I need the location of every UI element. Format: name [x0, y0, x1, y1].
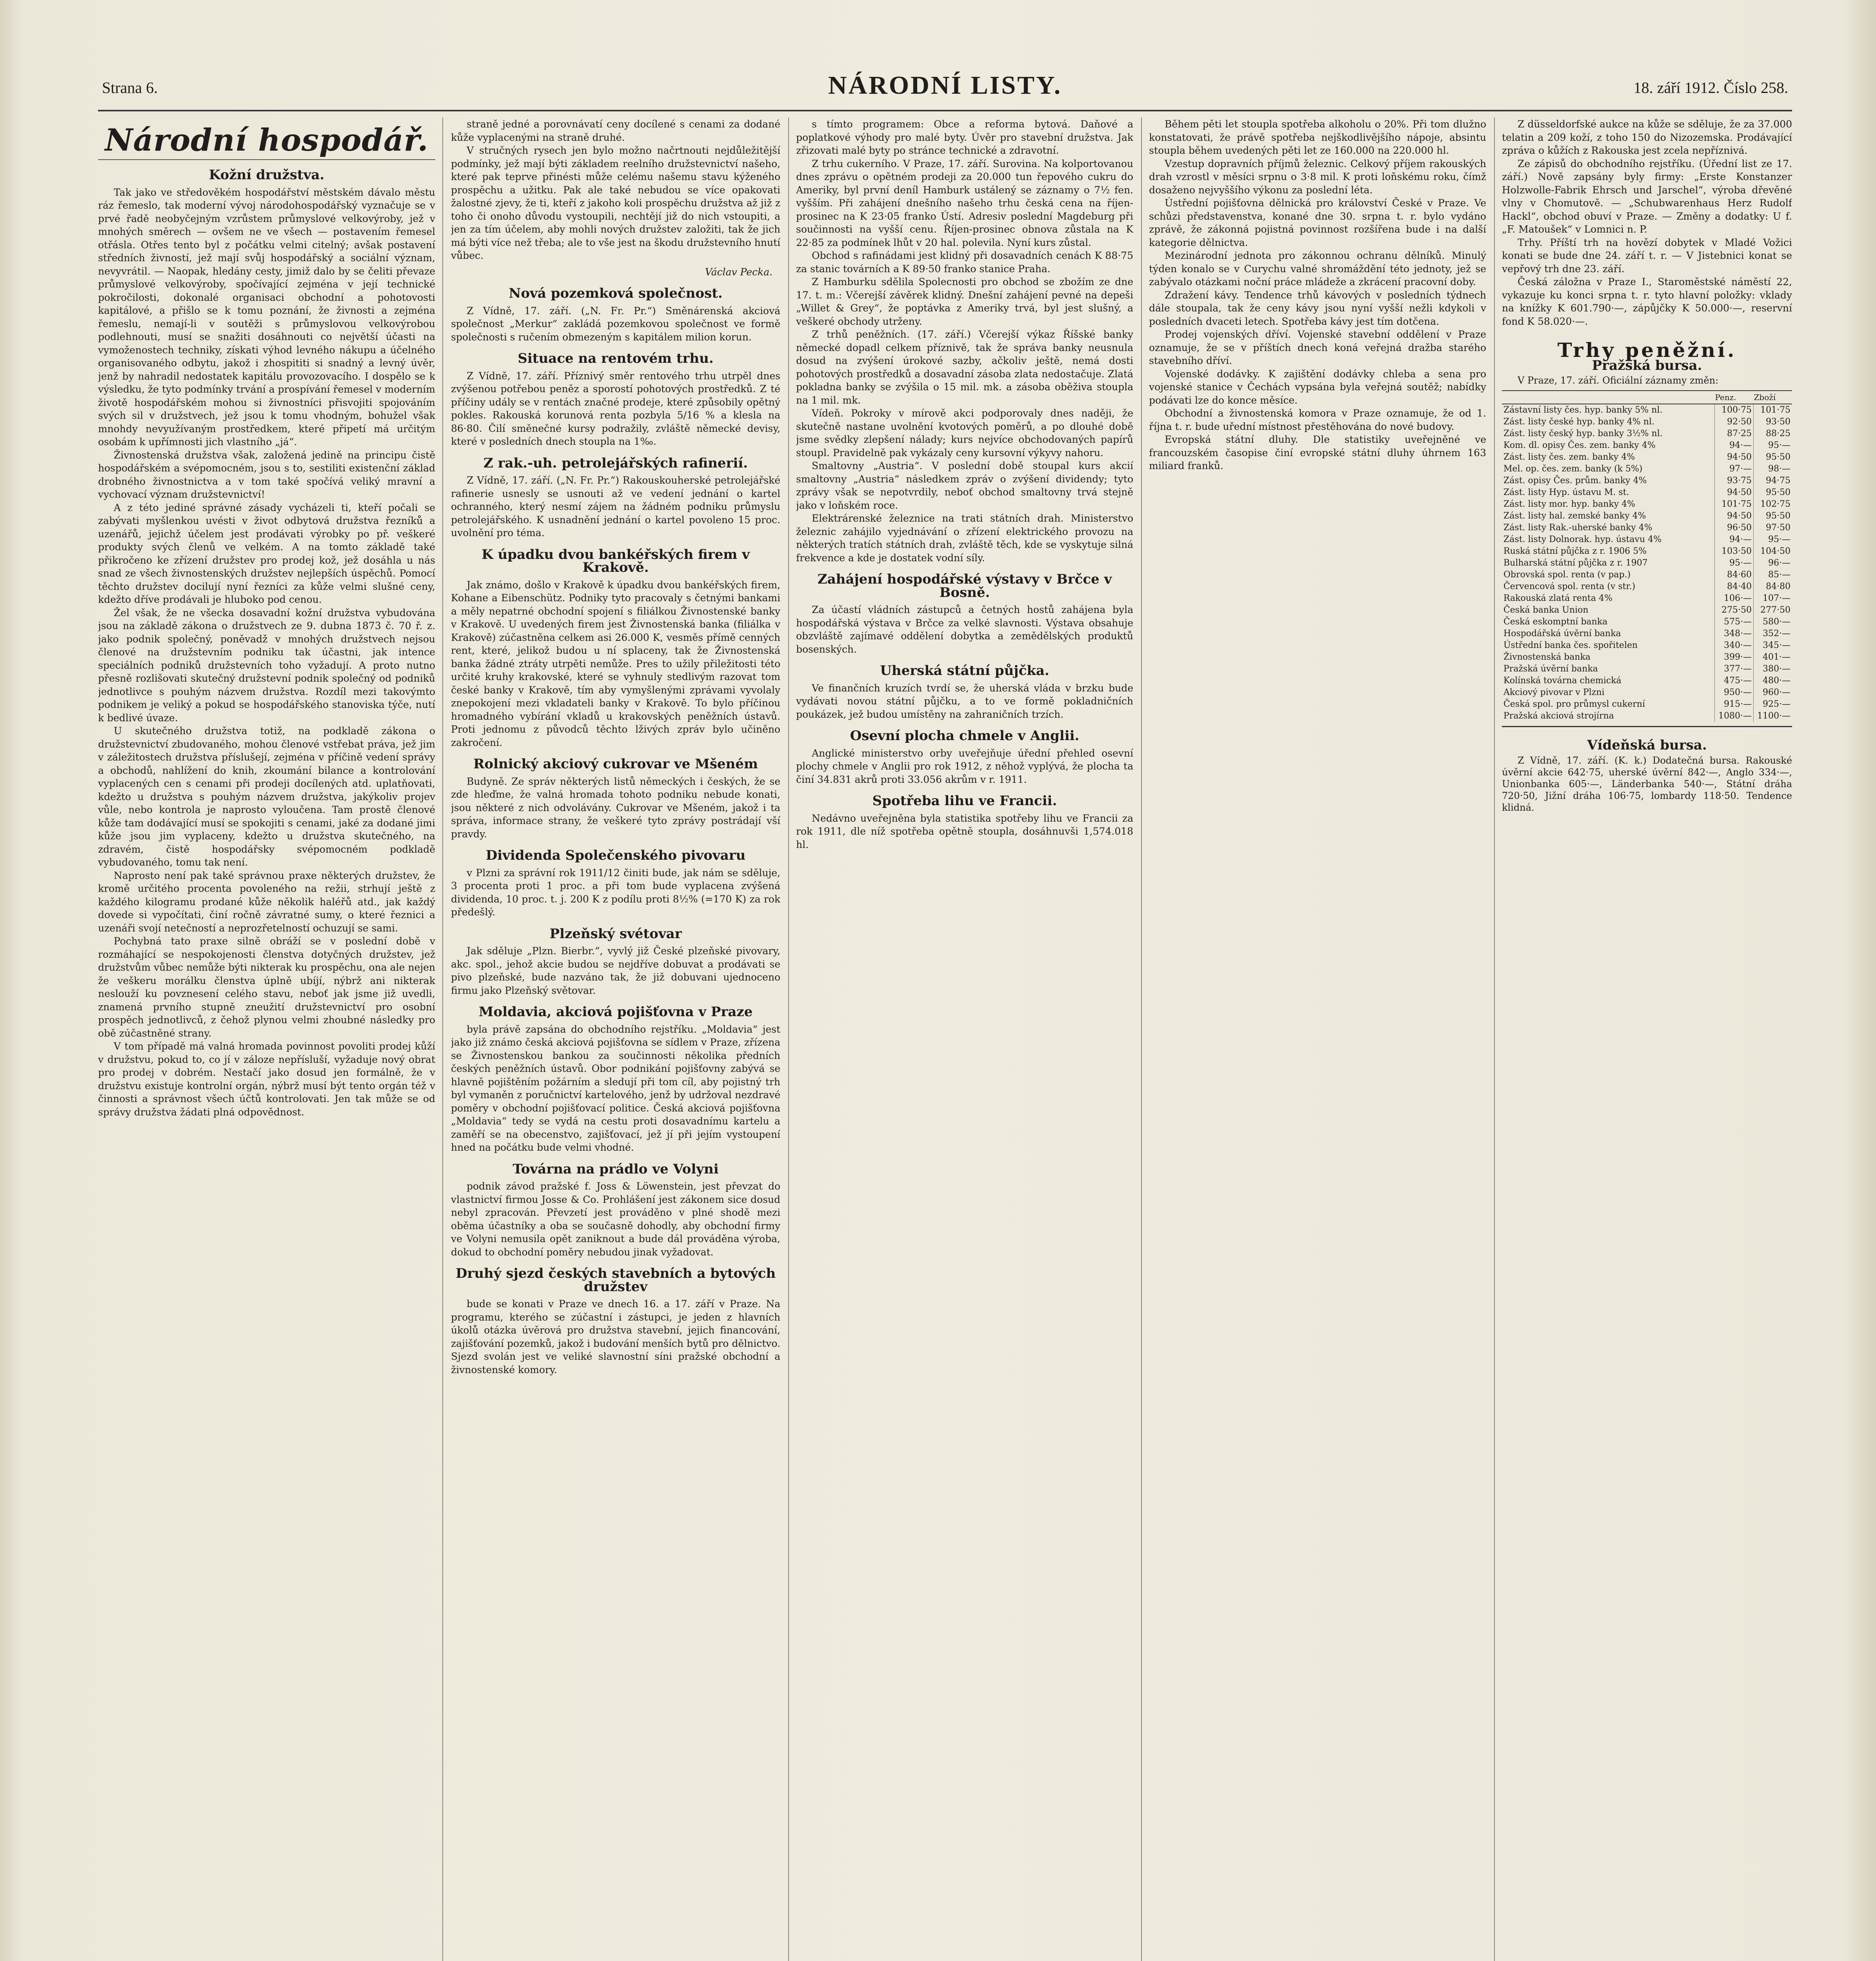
bid-price: 92·50 [1715, 416, 1754, 428]
table-row [1502, 663, 1792, 675]
notice-paragraph: Česká záložna v Praze I., Staroměstské náměstí 22, vykazuje ku konci srpna t. r. tyto hlavní položky: vklady na knížky K 601.790·—, zápůjčky K 50.000·—, reservní fond K 58.020·—. [1502, 276, 1792, 327]
ask-price: 85·— [1754, 569, 1792, 581]
table-header-row [1502, 391, 1792, 404]
ask-price: 925·— [1754, 699, 1792, 710]
article-paragraph: Smaltovny „Austria“. V poslední době stoupal kurs akcií smaltovny „Austria“ následkem zpráv o zvýšení dividendy; tyto zprávy však se nepotvrdily, neboť obchod smaltovny trvá stejně jako v loňském roce. [796, 460, 1133, 511]
bid-price: 377·— [1715, 663, 1754, 675]
table-row [1502, 699, 1792, 710]
table-row [1502, 675, 1792, 687]
security-name: Rakouská zlatá renta 4% [1503, 593, 1612, 603]
article-paragraph: U skutečného družstva totiž, na podkladě zákona o družstevnictví zbudovaného, mohou členové vstřebat práva, jež jim v záležitostech družstva příslušejí, zejména v příčině vedení správy a obchodů, nahlížení do knih, zkoumání bilance a kontrolování vyplacených cen s cenami při prodeji docílených atd. uplatňovati, kdežto u družstva s pouhým názvem družstva, jakýkoliv projev vůle, nebo kontrola je naprosto vyloučena. Tam prostě členové kůže tam dodávající musí se spokojiti s cenami, jaké za dodané jimi kůže jsou jim vyplaceny, kdežto u družstva skutečného, na zdravém, čistě hospodářsky svépomocném podkladě vybudovaného, tomu tak není. [98, 725, 435, 868]
table-row [1502, 687, 1792, 699]
prague-bourse-title: Pražská bursa. [1592, 357, 1702, 373]
ask-price: 401·— [1754, 651, 1792, 663]
article-title: Zahájení hospodářské výstavy v Brčce v Bosně. [817, 571, 1112, 600]
ask-price: 102·75 [1754, 498, 1792, 510]
column-4 [1149, 118, 1486, 1961]
security-name: Zástavní listy čes. hyp. banky 5% nl. [1503, 405, 1663, 415]
article-paragraph: Z Hamburku sdělila Spolecnosti pro obchod se zbožím ze dne 17. t. m.: Včerejší závěrek klidný. Dnešní zahájení pevné na depeši „Willet & Grey“, že poptávka z Ameriky trvá, byl jest slušný, a veškeré obchody utrženy. [796, 276, 1133, 327]
article-paragraph: Žel však, že ne všecka dosavadní kožní družstva vybudována jsou na základě zákona o družstvech ze 9. dubna 1873 č. 70 ř. z. jako podnik společný, poněvadž v mnohých družstvech nejsou členové na družstevním podniku tak účastni, jak intence speciálních podniků družstevních toho vyžadují. A proto nutno přesně rozlišovati skutečný družstevní podnik společný od podniků jednotlivce s pouhým názvem družstva. Rozdíl mezi takovýmto podnikem je veliký a pokud se hospodářského stanoviska týče, nutí k bedlivé úvaze. [98, 607, 435, 724]
ask-price: 380·— [1754, 663, 1792, 675]
bid-price: 94·50 [1715, 487, 1754, 498]
article-paragraph: bude se konati v Praze ve dnech 16. a 17. září v Praze. Na programu, kterého se zúčastní i zástupci, je jeden z hlavních úkolů otázka úvěrová pro družstva stavební, jejich financování, zajišťování pozemků, jakož i budování menších bytů pro dělnictvo. Sjezd svolán jest ve veliké slavnostní síni pražské obchodní a živnostenské komory. [451, 1298, 780, 1375]
exchange-rates-table [1502, 390, 1792, 722]
article-paragraph: Za účastí vládních zástupců a četných hostů zahájena byla hospodářská výstava v Brčce za velké slavnosti. Výstava obsahuje obzvláště zajímavé oddělení dobytka a zemědělských produktů bosenských. [796, 604, 1133, 655]
bid-price: 348·— [1715, 628, 1754, 640]
article-paragraph: Během pěti let stoupla spotřeba alkoholu o 20%. Při tom dlužno konstatovati, že právě spotřeba nejškodlivějšího nápoje, absintu stoupla během uvedených pěti let ze 160.000 na 220.000 hl. [1149, 118, 1486, 156]
ask-price: 95·— [1754, 440, 1792, 451]
security-name: Zást. opisy Čes. prům. banky 4% [1503, 476, 1647, 486]
ask-price: 104·50 [1754, 546, 1792, 557]
ask-price: 95·50 [1754, 487, 1792, 498]
bid-price: 106·— [1715, 593, 1754, 604]
security-name: Česká eskomptní banka [1503, 617, 1608, 627]
bid-price: 101·75 [1715, 498, 1754, 510]
article-paragraph: Vídeň. Pokroky v mírově akci podporovaly dnes naději, že skutečně nastane uvolnění kvotových poměrů, a po dlouhé době jsme svědky zlepšení nálady; kurs nejvíce obchodovaných papírů stoupl. Pravidelně pak vykázaly ceny kursovní výkyvy nahoru. [796, 407, 1133, 458]
security-name: Pražská akciová strojírna [1503, 711, 1614, 721]
security-name: Kolínská továrna chemická [1503, 676, 1622, 686]
ask-price: 352·— [1754, 628, 1792, 640]
article-paragraph: A z této jediné správné zásady vycházeli ti, kteří počali se zabývati myšlenkou uvésti v život odbytová družstva řezníků a uzenářů, jejichž účelem jest prodávati výrobky po př. veškeré produkty svých členů ve velkém. A na tomto základě také přikročeno ke zřízení družstev pro prodej kož, jež dosáhla u nás snad ze všech živnostenských družstev nejlepších úspěchů. Pomocí těchto družstev docilují nyní řezníci za kůže velmi slušné ceny, kdežto dříve prodávali je hluboko pod cenou. [98, 502, 435, 605]
table-row [1502, 534, 1792, 546]
article-title: Z rak.-uh. petrolejářských rafinerií. [483, 455, 748, 471]
article-paragraph: Z trhu cukerního. V Praze, 17. září. Surovina. Na kolportovanou dnes zprávu o opětném prodeji za 20.000 tun řepového cukru do Ameriky, byl první deníl Hamburk ustálený se záznamy o 7½ fen. vyšším. Při zahájení dnešního našeho trhu česká cena na říjen-prosinec na K 23·05 franko Ústí. Adresiv poslední Magdeburg při součinnosti na vyšší cenu. Říjen-prosinec obnova zůstala na K 22·85 za podmínek lhůt v 20 hal. polevila. Nyní kurs zůstal. [796, 158, 1133, 248]
table-row [1502, 604, 1792, 616]
table-row [1502, 510, 1792, 522]
article-paragraph: Pochybná tato praxe silně obráží se v poslední době v rozmáhající se nespokojenosti členstva dotyčných družstev, jež družstvům vůbec nemůže býti nikterak ku prospěchu, ona ale nejen že veškeru morálku členstva úplně ubíjí, nýbrž ani nikterak neslouží ku povznesení celého stavu, neboť jak jsme již uvedli, znamená prvního stupně zneužití družstevnictví pro osobní prospěch jednotlivců, z čehož plynou velmi zhoubné následky pro obě zúčastněné strany. [98, 935, 435, 1039]
page-number: Strana 6. [102, 79, 158, 96]
vienna-bourse-text: Z Vídně, 17. září. (K. k.) Dodatečná bursa. Rakouské úvěrní akcie 642·75, uherské úvěrní 842·—, Anglo 334·—, Unionbanka 605·—, Länderbanka 540·—, Státní dráha 720·50, Jižní dráha 106·75, lombardy 118·50. Tendence klidná. [1502, 755, 1792, 813]
notice-paragraph: Trhy. Příští trh na hovězí dobytek v Mladé Vožici konati se bude dne 24. září t. r. — V Jistebnici konat se vepřový trh dne 23. září. [1502, 236, 1792, 275]
security-name: Obrovská spol. renta (v pap.) [1503, 570, 1631, 580]
article-title: Továrna na prádlo ve Volyni [513, 1161, 719, 1177]
bid-price: 340·— [1715, 640, 1754, 651]
table-row [1502, 451, 1792, 463]
table-row [1502, 581, 1792, 593]
article-paragraph: Tak jako ve středověkém hospodářství městském dávalo městu ráz řemeslo, tak moderní vývoj národohospodářský vyznačuje se v prvé řadě neobyčejným vzrůstem průmyslové velkovýroby, jež v mnohých směrech — ovšem ne ve všech — postavením řemesel otřásla. Otřes tento byl z počátku velmi citelný; avšak postavení středních živností, jež mají svůj hospodářský a sociální význam, nevyvrátil. — Naopak, hledány cesty, jimiž dalo by se čeliti převaze průmyslové velkovýroby, spočívající zejména v její technické pokročilosti, dokonalé organisaci obchodní a pohotovosti kapitálové, a přišlo se k tomu poznání, že živnosti a zejména řemeslu, nemají-li v soutěži s průmyslovou velkovýrobou podlehnouti, musí se snažiti dosáhnouti co největší účasti na vymoženostech techniky, získati výhod levného nákupu a účelného organisovaného odbytu, jakož i zhospititi si snadný a levný úvěr, jenž by nahradil nedostatek kapitálu provozovacího. I dospělo se k výsledku, že tyto podmínky trvání a prospívání řemesel v moderním životě hospodářském mohou si živnostníci přisvojiti spojováním svých sil v družstvech, jež jsou k tomu vhodným, bohužel však mnohdy nevyužívaným prostředkem, které připetí má určitým osobám k upřímnosti jich vlastního „já“. [98, 186, 435, 448]
security-name: Zást. listy hal. zemské banky 4% [1503, 511, 1646, 521]
notice-paragraph: Z düsseldorfské aukce na kůže se sděluje, že za 37.000 telatin a 209 koží, z toho 150 do Nizozemska. Prodávající zpráva o kůžích z Rakouska jest zcela nepříznivá. [1502, 118, 1792, 156]
table-body [1502, 404, 1792, 722]
bid-price: 275·50 [1715, 604, 1754, 616]
article-paragraph: Elektrárenské železnice na trati státních drah. Ministerstvo železnic zahájilo vyjednávání o zřízení elektrického provozu na některých tratích státních drah, zvláště těch, kde se vyskytuje silná frekvence a kde je dostatek vodní síly. [796, 513, 1133, 564]
article-title: K úpadku dvou bankéřských firem v Krakově. [482, 546, 750, 575]
security-name: Česká spol. pro průmysl cukerní [1503, 699, 1645, 709]
security-name: Česká banka Union [1503, 605, 1589, 615]
ask-price: 94·75 [1754, 475, 1792, 487]
article-paragraph: V stručných rysech jen bylo možno načrtnouti nejdůležitější podmínky, jež mají býti základem reelního družstevnictví našeho, které pak teprve přinésti může celému našemu stavu kýženého prospěchu a užitku. Pak ale také nebudou se více opakovati žalostné zjevy, že ti, kteří z jakoho koli prospěchu družstva až již z toho či onoho důvodu vystoupili, nechtějí již do nich vstoupiti, a jen za tím účelem, aby mohli nových družstev založiti, tak že jich má býti více než třeba; ale to vše jest na škodu družstevního hnutí vůbec. [451, 145, 780, 261]
security-name: Bulharská státní půjčka z r. 1907 [1503, 558, 1648, 568]
table-row [1502, 616, 1792, 628]
article-paragraph: Z Vídně, 17. září. („N. Fr. Pr.“) Rakouskouherské petrolejářské rafinerie usnesly se usnouti až ve vedení jednání o kartel ochranného, který nesmí zájem na žádném podniku průmyslu petrolejářského. K usnadnění jednání o kartel povoleno 15 proc. uvolnění pro téma. [451, 475, 780, 538]
ask-price: 107·— [1754, 593, 1792, 604]
article-title: Uherská státní půjčka. [880, 663, 1049, 679]
security-name: Zást. listy Dolnorak. hyp. ústavu 4% [1503, 535, 1662, 544]
ask-price: 101·75 [1754, 404, 1792, 416]
table-row [1502, 546, 1792, 557]
bid-price: 87·25 [1715, 428, 1754, 440]
article-title: Plzeňský svétovar [549, 926, 682, 942]
column-divider [442, 118, 443, 1961]
bid-price: 915·— [1715, 699, 1754, 710]
prague-bourse-intro: V Praze, 17. září. Oficiální záznamy změn: [1518, 375, 1719, 386]
ask-price: 96·— [1754, 557, 1792, 569]
notice-paragraph: Ze zápisů do obchodního rejstříku. (Úřední list ze 17. září.) Nově zapsány byly firmy: „Erste Konstanzer Holzwolle-Fabrik Ehrsch und Jarschel“, výroba dřevěné vlny v Chomutově. — „Schubwarenhaus Herz Rudolf Hackl“, obchod obuví v Praze. — Změny a dodatky: U f. „F. Matoušek“ v Lomnici n. P. [1502, 158, 1792, 235]
column-1 [98, 118, 435, 1961]
security-name: Červencová spol. renta (v str.) [1503, 582, 1636, 591]
article-paragraph: Z Vídně, 17. září. („N. Fr. Pr.“) Směnárenská akciová společnost „Merkur“ zakládá pozemkovou společnost ve formě společnosti s ručením obmezeným s kapitálem milion korun. [451, 305, 780, 343]
article-paragraph: Obchodní a živnostenská komora v Praze oznamuje, že od 1. října t. r. bude uřední místnost přestěhována do nové budovy. [1149, 407, 1486, 432]
table-row [1502, 710, 1792, 722]
table-row [1502, 498, 1792, 510]
table-row [1502, 593, 1792, 604]
bid-price: 950·— [1715, 687, 1754, 699]
article-paragraph: Vzestup dopravních příjmů železnic. Celkový příjem rakouských drah vzrostl v měsíci srpnu o 3·8 mil. K proti loňskému roku, čímž dosaženo nejvyššího výkonu za poslední léta. [1149, 158, 1486, 196]
article-paragraph: Mezinárodní jednota pro zákonnou ochranu dělníků. Minulý týden konalo se v Curychu valné shromáždění této jednoty, jež se zabývalo otázkami noční práce mládeže a zkrácení pracovní doby. [1149, 250, 1486, 287]
security-name: Zást. listy Rak.-uherské banky 4% [1503, 523, 1652, 533]
bid-price: 399·— [1715, 651, 1754, 663]
security-name: Zást. listy české hyp. banky 4% nl. [1503, 417, 1654, 427]
table-row [1502, 628, 1792, 640]
article-title: Spotřeba lihu ve Francii. [872, 793, 1057, 809]
article-title: Dividenda Společenského pivovaru [485, 848, 746, 863]
article-paragraph: Obchod s rafinádami jest klidný při dosavadních cenách K 88·75 za stanic továrních a K 89·50 franko stanice Praha. [796, 250, 1133, 275]
bid-price: 84·40 [1715, 581, 1754, 593]
newspaper-title: NÁRODNÍ LISTY. [828, 71, 1062, 100]
bid-price: 93·75 [1715, 475, 1754, 487]
ask-price: 84·80 [1754, 581, 1792, 593]
security-name: Mel. op. čes. zem. banky (k 5%) [1503, 464, 1643, 474]
security-name: Zást. listy Hyp. ústavu M. st. [1503, 488, 1629, 497]
table-row [1502, 557, 1792, 569]
table-row [1502, 475, 1792, 487]
column-5 [1502, 118, 1792, 1961]
bid-price: 100·75 [1715, 404, 1754, 416]
ask-price: 345·— [1754, 640, 1792, 651]
article-title: Moldavia, akciová pojišťovna v Praze [478, 1004, 753, 1020]
bid-price: 94·— [1715, 440, 1754, 451]
security-name: Zást. listy čes. zem. banky 4% [1503, 452, 1635, 462]
table-row [1502, 651, 1792, 663]
security-name: Ruská státní půjčka z r. 1906 5% [1503, 546, 1647, 556]
ask-price: 93·50 [1754, 416, 1792, 428]
ask-price: 1100·— [1754, 710, 1792, 722]
bid-price: 94·— [1715, 534, 1754, 546]
vienna-bourse-title: Vídeňská bursa. [1587, 737, 1707, 753]
bid-price: 95·— [1715, 557, 1754, 569]
column-divider [1494, 118, 1495, 1961]
security-name: Pražská úvěrní banka [1503, 664, 1598, 674]
ask-price: 95·— [1754, 534, 1792, 546]
table-row [1502, 463, 1792, 475]
article-paragraph: s tímto programem: Obce a reforma bytová. Daňové a poplatkové výhody pro malé byty. Úvěr pro stavební družstva. Jak zřizovati malé byty po stránce technické a zdravotní. [796, 118, 1133, 156]
article-paragraph: Prodej vojenských dříví. Vojenské stavební oddělení v Praze oznamuje, že se v příštích dnech koná veřejná dražba starého stavebního dříví. [1149, 329, 1486, 366]
article-paragraph: Budyně. Ze správ některých listů německých i českých, že se zde hleďme, že valná hromada tohoto podniku nebude konati, jsou některé z nich odvolávány. Cukrovar ve Mšeném, jakož i ta správa, informace strany, že veškeré tyto zprávy postrádají vší pravdy. [451, 775, 780, 840]
article-title: Nová pozemková společnost. [509, 286, 723, 301]
bid-price: 84·60 [1715, 569, 1754, 581]
bid-price: 475·— [1715, 675, 1754, 687]
article-paragraph: Evropská státní dluhy. Dle statistiky uveřejněné ve francouzském časopise činí evropské státní dluhy úhrnem 163 miliard franků. [1149, 434, 1486, 471]
table-header: Zboží [1754, 391, 1792, 404]
bid-price: 94·50 [1715, 451, 1754, 463]
article-title: Situace na rentovém trhu. [518, 351, 714, 366]
bid-price: 575·— [1715, 616, 1754, 628]
article-title: Kožní družstva. [209, 167, 325, 183]
article-title: Osevní plocha chmele v Anglii. [850, 728, 1080, 744]
article-paragraph: Anglické ministerstvo orby uveřejňuje úřední přehled osevní plochy chmele v Anglii pro rok 1912, z něhož vyplývá, že plocha ta činí 34.831 akrů proti 33.056 akrům v r. 1911. [796, 747, 1133, 785]
author-signature: Václav Pecka. [705, 266, 773, 278]
table-row [1502, 416, 1792, 428]
article-paragraph: Ústřední pojišťovna dělnická pro království České v Praze. Ve schůzi představenstva, konané dne 30. srpna t. r. bylo vydáno zprávě, že zákonná pojistná povinnost rozšířena bude i na další kategorie dělnictva. [1149, 197, 1486, 248]
table-row [1502, 440, 1792, 451]
ask-price: 88·25 [1754, 428, 1792, 440]
ask-price: 277·50 [1754, 604, 1792, 616]
column-divider [788, 118, 789, 1961]
ask-price: 98·— [1754, 463, 1792, 475]
bid-price: 103·50 [1715, 546, 1754, 557]
article-paragraph: podnik závod pražské f. Joss & Löwenstein, jest převzat do vlastnictví firmou Josse & Co. Prohlášení jest zákonem sice dosud nebyl zpracován. Převzetí jest prováděno v plné shodě mezi oběma účastníky a oba se současně dohodly, aby obchodní firmy ve Volyni nemusila opět zaniknout a bude dál prováděna výroba, dokud to obchodní poměry nebudou jinak vyžadovat. [451, 1181, 780, 1258]
column-divider [1141, 118, 1142, 1961]
page-header [98, 67, 1792, 111]
article-paragraph: byla právě zapsána do obchodního rejstříku. „Moldavia“ jest jako již známo česká akciová pojišťovna se sídlem v Praze, zřízena se Živnostenskou bankou za součinnosti několika předních českých peněžních ústavů. Obor podnikání pojišťovny zabývá se hlavně pojištěním požárním a sledují při tom cíl, aby pojistný trh byl vymaněn z poručnictví kartelového, jenž by udržoval nezdravé poměry v obchodní pojišťovací politice. Česká akciová pojišťovna „Moldavia“ tedy se vydá na cestu proti dosavadnímu kartelu a zaměří se na obecenstvo, zajišťovací, jež jí při jejím vystoupení hned na počátku bude velmi vhodné. [451, 1023, 780, 1153]
ask-price: 97·50 [1754, 522, 1792, 534]
table-bottom-rule [1502, 726, 1792, 727]
ask-price: 960·— [1754, 687, 1792, 699]
security-name: Hospodářská úvěrní banka [1503, 629, 1621, 639]
article-paragraph: straně jedné a porovnávatí ceny docílené s cenami za dodané kůže vyplacenými na straně druhé. [451, 118, 780, 143]
column-2 [451, 118, 780, 1961]
ask-price: 95·50 [1754, 451, 1792, 463]
security-name: Ústřední banka čes. spořitelen [1503, 640, 1638, 650]
article-paragraph: Ve finančních kruzích tvrdí se, že uherská vláda v brzku bude vydávati novou státní půjčku, a to ve formě pokladničních poukázek, jež budou umístěny na zahraničních trzích. [796, 682, 1133, 720]
table-row [1502, 569, 1792, 581]
article-title: Rolnický akciový cukrovar ve Mšeném [473, 756, 758, 772]
bid-price: 96·50 [1715, 522, 1754, 534]
table-row [1502, 404, 1792, 416]
issue-date: 18. září 1912. Číslo 258. [1633, 79, 1788, 96]
money-markets-title: Trhy peněžní. [1557, 338, 1737, 362]
column-3 [796, 118, 1133, 1961]
table-row [1502, 640, 1792, 651]
table-row [1502, 522, 1792, 534]
security-name: Zást. listy mor. hyp. banky 4% [1503, 499, 1636, 509]
article-paragraph: Jak sděluje „Plzn. Bierbr.“, vyvlý již České plzeňské pivovary, akc. spol., jehož akcie budou se nejdříve dobuvat a prodávati se pivo plzeňské, bude nazváno tak, že již dobuvani ujednoceno firmu jako Plzeňský světovar. [451, 945, 780, 996]
ask-price: 580·— [1754, 616, 1792, 628]
article-paragraph: Zdražení kávy. Tendence trhů kávových v posledních týdnech dále stoupala, tak že ceny kávy jsou nyní vyšší nežli kdykoli v posledních dvaceti letech. Spotřeba kávy jest tím dotčena. [1149, 289, 1486, 327]
ask-price: 95·50 [1754, 510, 1792, 522]
article-paragraph: Živnostenská družstva však, založená jedině na principu čistě hospodářském a svépomocném, jsou s to, sestiliti existenční základ drobného živnostnictva a v tom také spočívá veliký mravní a vychovací význam družstevnictví! [98, 449, 435, 500]
bid-price: 94·50 [1715, 510, 1754, 522]
security-name: Akciový pivovar v Plzni [1503, 688, 1605, 697]
security-name: Zást. listy český hyp. banky 3½% nl. [1503, 429, 1663, 438]
article-title: Druhý sjezd českých stavebních a bytových družstev [455, 1266, 776, 1295]
article-paragraph: V tom případě má valná hromada povinnost povoliti prodej kůží v družstvu, pokud to, co jí v záloze nepřísluší, vyžaduje nový obrat pro prodej v dobrém. Nestačí jako dosud jen formálně, že v družstvu existuje kontrolní orgán, nýbrž musí být tento orgán též v činnosti a správnost všech účtů kontrolovati. Jen tak může se od správy družstva žádati plná odpovědnost. [98, 1041, 435, 1118]
security-name: Kom. dl. opisy Čes. zem. banky 4% [1503, 440, 1656, 450]
ask-price: 480·— [1754, 675, 1792, 687]
table-header [1502, 391, 1715, 404]
table-header: Penz. [1715, 391, 1754, 404]
article-paragraph: Jak známo, došlo v Krakově k úpadku dvou bankéřských firem, Kohane a Eibenschütz. Podniky tyto pracovaly s četnými bankami a měly nepatrné obchodní spojení s filiálkou Živnostenské banky v Krakově. U uvedených firem jest Živnostenská banka (filiálka v Krakově) zúčastněna celkem asi 26.000 K, vesměs přímě cenných rent, které, jelikož budou u ní splaceny, tak že Živnostenská banka žádné ztráty utrpěti nemůže. Pres to užily přiležitosti této určité kruhy krakovské, které se vyhnuly stedlivým razovat tom české banky v Krakově, tím aby vymyšlenými zprávami vyvolaly znepokojení mezi vkladateli banky v Krakově. To bylo příčinou hromadného vybírání vkladů u krakovských peněžních ústavů. Proti jednomu z původců těchto lživých zpráv bylo učiněno zakročení. [451, 579, 780, 748]
article-paragraph: Z trhů peněžních. (17. září.) Včerejší výkaz Říšské banky německé dopadl celkem příznivě, tak že správa banky neusnula dosud na zvýšení úrokové sazby, ačkoliv ještě, nemá dosti pohotových prostředků a dosavadní zásoba zlata nedostačuje. Zlatá pokladna banky se zvýšila o 15 mil. mk. a zásoba oběživa stoupla na 1 mil. mk. [796, 329, 1133, 406]
table-row [1502, 487, 1792, 498]
security-name: Živnostenská banka [1503, 652, 1591, 662]
table-row [1502, 428, 1792, 440]
article-paragraph: Naprosto není pak také správnou praxe některých družstev, že kromě určitého procenta povoleného na režii, strhují ještě z každého kilogramu prodané kůže několik haléřů atd., jak každý dovede si vypočítati, činí ročně závratné sumy, o které řeznici a uzenáři svojí netečností a neprozřetelností ochuzují se sami. [98, 870, 435, 934]
article-paragraph: Z Vídně, 17. září. Příznivý směr rentového trhu utrpěl dnes zvýšenou potřebou peněz a sporostí pohotových prostředků. Z té příčiny udály se v rentách značné prodeje, které způsobily opětný pokles. Rakouská korunová renta pozbyla 5/16 % a klesla na 86·80. Čilí směnečné kursy podražily, zvláště německé devisy, které v posledních dnech stoupla na 1‰. [451, 370, 780, 447]
section-title: Národní hospodář. [98, 122, 435, 160]
article-paragraph: Nedávno uveřejněna byla statistika spotřeby lihu ve Francii za rok 1911, dle níž spotřeba opětně stoupla, dosáhnuvši 1,574.018 hl. [796, 812, 1133, 850]
bid-price: 1080·— [1715, 710, 1754, 722]
article-paragraph: Vojenské dodávky. K zajištění dodávky chleba a sena pro vojenské stanice v Čechách vypsána byla veřejná soutěž; nabídky podávati lze do konce měsíce. [1149, 368, 1486, 406]
bid-price: 97·— [1715, 463, 1754, 475]
article-paragraph: v Plzni za správní rok 1911/12 činiti bude, jak nám se sděluje, 3 procenta proti 1 proc. a při tom bude vyplacena zvýšená dividenda, 10 proc. t. j. 200 K z podílu proti 8½% (=170 K) za rok předešlý. [451, 867, 780, 918]
